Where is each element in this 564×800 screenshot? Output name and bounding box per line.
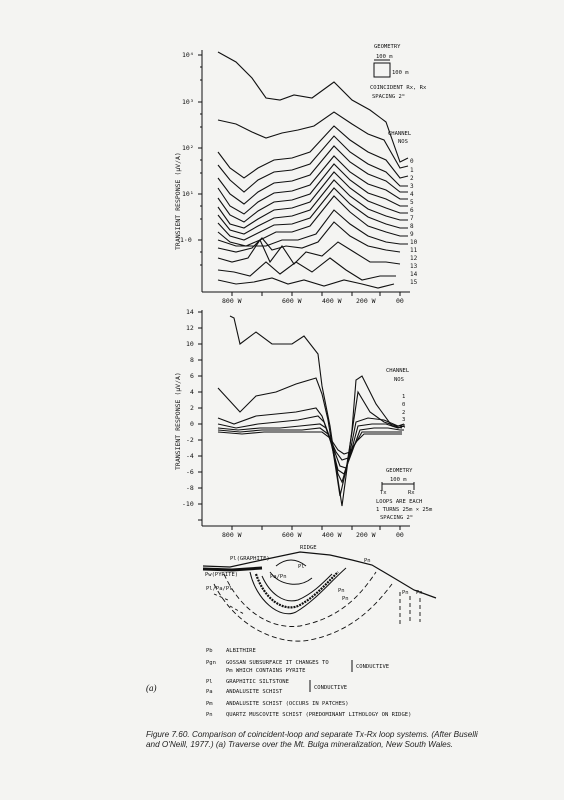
- svg-text:3: 3: [410, 183, 414, 190]
- svg-text:Pn: Pn: [364, 558, 371, 564]
- svg-text:8: 8: [190, 356, 194, 364]
- svg-text:Pn: Pn: [416, 590, 423, 596]
- svg-text:13: 13: [410, 263, 418, 270]
- top-channel-title: CHANNEL: [388, 131, 412, 137]
- svg-text:Pn: Pn: [342, 596, 349, 602]
- top-curve-ch0: [218, 52, 408, 162]
- bottom-yticks: [182, 308, 194, 508]
- bottom-curve-ch1: [230, 316, 402, 506]
- figure-caption: Figure 7.60. Comparison of coincident-loop and separate Tx-Rx loop systems. (After Buselli and O'Neill, 1977.) (a) Traverse over the Mt. Bulga mineralization, New South Wales.: [146, 730, 478, 750]
- svg-text:2: 2: [410, 175, 414, 182]
- top-curve-ch2: [218, 126, 408, 178]
- svg-text:8: 8: [410, 223, 414, 230]
- svg-text:Pn: Pn: [402, 590, 409, 596]
- top-xtick-2: 400 W: [322, 297, 342, 305]
- legend-text: GOSSAN SUBSURFACE IT CHANGES TO: [226, 660, 329, 666]
- legend-conductive-2: CONDUCTIVE: [314, 685, 348, 691]
- top-curve-ch13: [218, 240, 400, 264]
- bottom-channel-sub: NOS: [394, 377, 404, 383]
- legend-code: Pb: [206, 648, 213, 654]
- bottom-xticks: [222, 531, 404, 539]
- bottom-channel-4: 4: [402, 424, 406, 430]
- svg-text:14: 14: [186, 308, 194, 316]
- svg-text:Pl: Pl: [298, 564, 305, 570]
- top-geometry-desc2: SPACING 2ᴺ: [372, 94, 406, 100]
- bottom-loops-3: SPACING 2ᴺ: [380, 515, 414, 521]
- legend-conductive-1: CONDUCTIVE: [356, 664, 390, 670]
- svg-text:9: 9: [410, 231, 414, 238]
- svg-text:-2: -2: [186, 436, 194, 444]
- top-x-ticks: [232, 292, 400, 296]
- top-xtick-1: 600 W: [282, 297, 302, 305]
- legend-text: Pm WHICH CONTAINS PYRITE: [226, 668, 306, 674]
- bottom-geometry-size: 100 m: [390, 477, 407, 483]
- top-channel-labels: [410, 158, 418, 286]
- svg-text:200 W: 200 W: [356, 531, 376, 539]
- top-ytick-3: 10¹: [182, 190, 194, 198]
- top-y-axis-label: TRANSIENT RESPONSE (μV/A): [174, 152, 182, 250]
- svg-text:12: 12: [186, 324, 194, 332]
- svg-text:Pn: Pn: [338, 588, 345, 594]
- bottom-channel-0: 0: [402, 402, 406, 408]
- bottom-x-ticks: [232, 526, 400, 530]
- svg-text:Pl(GRAPHITE): Pl(GRAPHITE): [230, 556, 270, 562]
- panel-label: (a): [146, 683, 157, 693]
- top-curve-ch3: [218, 136, 408, 192]
- svg-text:6: 6: [410, 207, 414, 214]
- svg-text:5: 5: [410, 199, 414, 206]
- svg-text:1: 1: [410, 167, 414, 174]
- top-geometry-side: 100 m: [392, 70, 409, 76]
- svg-text:12: 12: [410, 255, 418, 262]
- legend-text: ANDALUSITE SCHIST: [226, 689, 283, 695]
- bottom-loops-1: LOOPS ARE EACH: [376, 499, 423, 505]
- svg-text:0: 0: [190, 420, 194, 428]
- svg-text:600 W: 600 W: [282, 531, 302, 539]
- bottom-curve-ch4: [218, 424, 404, 468]
- top-geometry-title: GEOMETRY: [374, 44, 401, 50]
- svg-text:-6: -6: [186, 468, 194, 476]
- top-curve-ch15: [218, 278, 394, 288]
- bottom-curve-ch0: [218, 378, 404, 496]
- top-xtick-3: 200 W: [356, 297, 376, 305]
- bottom-geometry-title: GEOMETRY: [386, 468, 413, 474]
- bottom-geometry-rx: Rx: [408, 490, 415, 496]
- legend-code: Pm: [206, 701, 213, 707]
- svg-text:2: 2: [190, 404, 194, 412]
- top-curve-ch4: [218, 146, 408, 204]
- top-geometry-size: 100 m: [376, 54, 393, 60]
- legend-code: Pn: [206, 712, 213, 718]
- svg-text:800 W: 800 W: [222, 531, 242, 539]
- top-curve-ch11: [218, 210, 408, 246]
- bottom-channel-curves: [218, 316, 404, 506]
- svg-text:00: 00: [396, 531, 404, 539]
- top-channel-sub: NOS: [398, 139, 408, 145]
- top-geometry-desc1: COINCIDENT Rx, Rx: [370, 85, 427, 91]
- bottom-loops-2: 1 TURNS 25m × 25m: [376, 507, 433, 513]
- bottom-geometry-tx: Tx: [380, 490, 387, 496]
- legend-text: GRAPHITIC SILTSTONE: [226, 679, 289, 685]
- svg-text:4: 4: [190, 388, 194, 396]
- lithology-legend: [206, 648, 411, 718]
- bottom-channel-3: 3: [402, 417, 406, 423]
- top-ytick-1: 10³: [182, 98, 194, 106]
- legend-code: Pl: [206, 679, 213, 685]
- bottom-channel-1: 1: [402, 394, 406, 400]
- svg-text:Pa/Pn: Pa/Pn: [270, 574, 287, 580]
- svg-text:6: 6: [190, 372, 194, 380]
- legend-code: Pgn: [206, 660, 216, 666]
- bottom-channel-title: CHANNEL: [386, 368, 410, 374]
- legend-text: ANDALUSITE SCHIST (OCCURS IN PATCHES): [226, 701, 349, 707]
- legend-text: ALBITHIRE: [226, 648, 256, 654]
- svg-text:11: 11: [410, 247, 418, 254]
- legend-code: Pa: [206, 689, 213, 695]
- svg-text:Pw(PYRITE): Pw(PYRITE): [205, 572, 239, 578]
- geometry-square-icon: [374, 63, 390, 77]
- svg-text:RIDGE: RIDGE: [300, 545, 317, 551]
- svg-text:-4: -4: [186, 452, 194, 460]
- svg-text:15: 15: [410, 279, 418, 286]
- bottom-y-ticks: [198, 312, 202, 520]
- top-ytick-0: 10⁴: [182, 51, 194, 59]
- bottom-y-axis-label: TRANSIENT RESPONSE (μV/A): [174, 372, 182, 470]
- top-ytick-2: 10²: [182, 144, 194, 152]
- svg-text:4: 4: [410, 191, 414, 198]
- svg-text:14: 14: [410, 271, 418, 278]
- top-xtick-4: 00: [396, 297, 404, 305]
- svg-text:10: 10: [410, 239, 418, 246]
- top-y-ticks: [198, 55, 202, 265]
- bottom-curve-ch2: [218, 408, 404, 482]
- svg-text:400 W: 400 W: [322, 531, 342, 539]
- svg-text:-8: -8: [186, 484, 194, 492]
- legend-text: QUARTZ MUSCOVITE SCHIST (PREDOMINANT LITHOLOGY ON RIDGE): [226, 712, 412, 718]
- top-curve-ch1: [218, 112, 408, 168]
- svg-text:Pl/Pa/Pl: Pl/Pa/Pl: [206, 586, 233, 592]
- svg-text:7: 7: [410, 215, 414, 222]
- svg-text:0: 0: [410, 158, 414, 165]
- bottom-channel-2: 2: [402, 410, 406, 416]
- svg-text:10: 10: [186, 340, 194, 348]
- top-xtick-0: 800 W: [222, 297, 242, 305]
- top-ytick-4: 1·0: [180, 236, 192, 244]
- geologic-cross-section: [203, 552, 436, 641]
- svg-text:-10: -10: [182, 500, 194, 508]
